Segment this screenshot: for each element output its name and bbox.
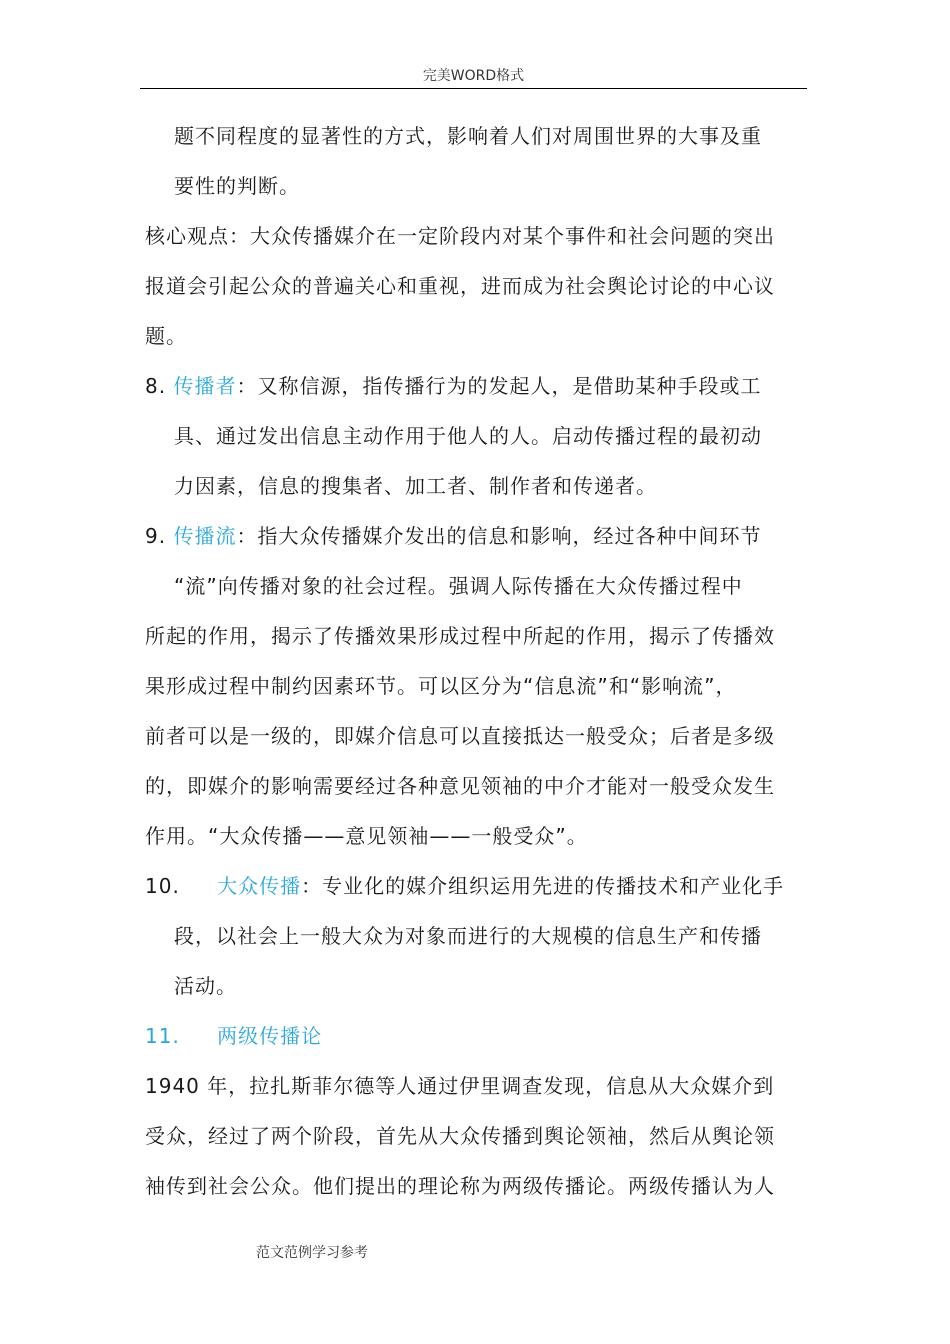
term-label: 传播流: [173, 524, 237, 548]
paragraph-line: 前者可以是一级的，即媒介信息可以直接抵达一般受众；后者是多级: [145, 724, 775, 748]
paragraph-line: 要性的判断。: [174, 174, 300, 198]
paragraph-line: 题不同程度的显著性的方式，影响着人们对周围世界的大事及重: [174, 124, 762, 148]
item-11-heading: [145, 1022, 322, 1050]
page-header: 完美WORD格式: [422, 68, 525, 84]
paragraph-line: 活动。: [174, 974, 237, 998]
header-divider: [140, 88, 807, 89]
term-label: 传播者: [173, 374, 237, 398]
item-number: 11.: [145, 1024, 180, 1048]
paragraph-line: 所起的作用，揭示了传播效果形成过程中所起的作用，揭示了传播效: [145, 624, 775, 648]
paragraph-line: 段，以社会上一般大众为对象而进行的大规模的信息生产和传播: [174, 924, 762, 948]
paragraph-line: 果形成过程中制约因素环节。可以区分为“信息流”和“影响流”，: [145, 674, 737, 698]
term-label: 大众传播: [217, 874, 302, 898]
item-10-first-line: [145, 872, 784, 900]
paragraph-line: 作用。“大众传播——意见领袖——一般受众”。: [145, 824, 588, 848]
core-view-line: 核心观点：大众传播媒介在一定阶段内对某个事件和社会问题的突出: [145, 224, 775, 248]
paragraph-line: 的，即媒介的影响需要经过各种意见领袖的中介才能对一般受众发生: [145, 774, 775, 798]
page-footer: 范文范例学习参考: [256, 1245, 368, 1261]
item-number: 9.: [145, 524, 167, 548]
definition-text: ：指大众传播媒介发出的信息和影响，经过各种中间环节: [236, 524, 762, 548]
item-9-first-line: [145, 522, 761, 550]
definition-text: ：专业化的媒介组织运用先进的传播技术和产业化手: [301, 874, 785, 898]
paragraph-line: 具、通过发出信息主动作用于他人的人。启动传播过程的最初动: [174, 424, 762, 448]
paragraph-line: 袖传到社会公众。他们提出的理论称为两级传播论。两级传播认为人: [145, 1174, 775, 1198]
paragraph-line: “流”向传播对象的社会过程。强调人际传播在大众传播过程中: [174, 574, 743, 598]
item-number: 10.: [145, 874, 180, 898]
core-view-line: 题。: [145, 324, 187, 348]
item-8-first-line: [145, 372, 761, 400]
definition-text: ：又称信源，指传播行为的发起人，是借助某种手段或工: [236, 374, 762, 398]
item-number: 8.: [145, 374, 167, 398]
paragraph-line: 受众，经过了两个阶段，首先从大众传播到舆论领袖，然后从舆论领: [145, 1124, 775, 1148]
term-label: 两级传播论: [217, 1024, 323, 1048]
paragraph-line: 力因素，信息的搜集者、加工者、制作者和传递者。: [174, 474, 657, 498]
core-view-line: 报道会引起公众的普遍关心和重视，进而成为社会舆论讨论的中心议: [145, 274, 775, 298]
paragraph-line: 1940 年，拉扎斯菲尔德等人通过伊里调查发现，信息从大众媒介到: [145, 1074, 775, 1098]
